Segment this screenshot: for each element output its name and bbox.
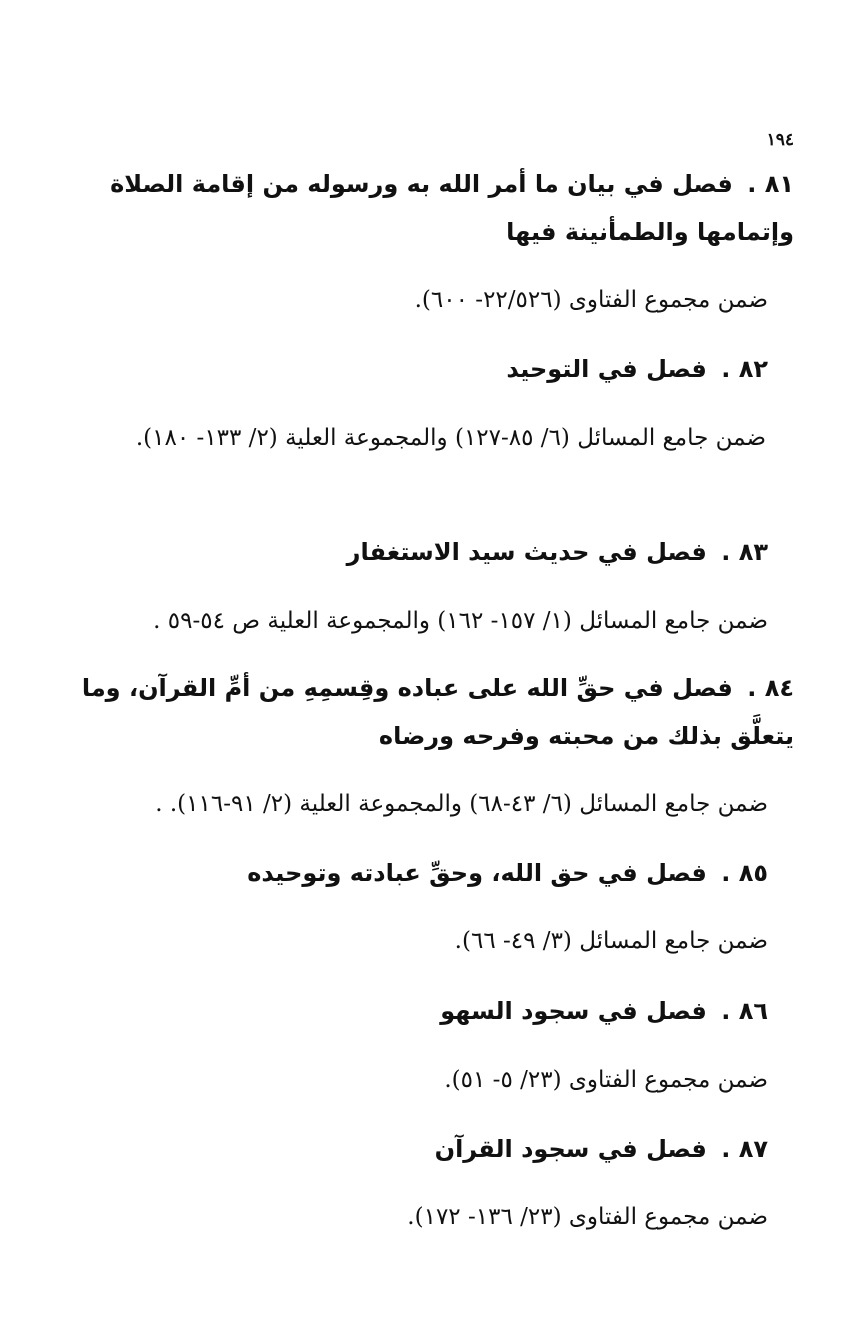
entry-87-heading (50, 1125, 768, 1173)
entry-85-heading (50, 849, 768, 897)
entry-83-heading (50, 528, 768, 576)
entry-number: ٨٦ . (721, 997, 768, 1025)
page-number: ١٩٤ (766, 130, 794, 150)
entry-title: فصل في سجود السهو (440, 997, 707, 1025)
entry-82-heading (50, 345, 768, 393)
entry-title: فصل في حديث سيد الاستغفار (346, 538, 707, 566)
entry-84-source: ضمن جامع المسائل (٦/ ٤٣-٦٨) والمجموعة العلية (٢/ ٩١-١١٦). . (155, 791, 768, 817)
entry-85-source: ضمن جامع المسائل (٣/ ٤٩- ٦٦). (454, 928, 768, 954)
entry-81-source: ضمن مجموع الفتاوى (٢٢/٥٢٦- ٦٠٠). (414, 287, 768, 313)
entry-number: ٨٤ . (747, 674, 794, 702)
entry-title: فصل في حقِّ الله على عباده وقِسمِهِ من أمِّ القرآن، وما يتعلَّق بذلك من محبته وفرحه ورضاه (81, 674, 794, 750)
entry-title: فصل في التوحيد (506, 355, 707, 383)
entry-number: ٨١ . (747, 170, 794, 198)
entry-number: ٨٥ . (721, 859, 768, 887)
entry-86-source: ضمن مجموع الفتاوى (٢٣/ ٥- ٥١). (444, 1067, 768, 1093)
entry-87-source: ضمن مجموع الفتاوى (٢٣/ ١٣٦- ١٧٢). (407, 1204, 768, 1230)
entry-number: ٨٧ . (721, 1135, 768, 1163)
entry-84-heading (50, 664, 794, 760)
entry-82-source: ضمن جامع المسائل (٦/ ٨٥-١٢٧) والمجموعة العلية (٢/ ١٣٣- ١٨٠). (135, 425, 766, 451)
entry-title: فصل في سجود القرآن (434, 1135, 707, 1163)
entry-title: فصل في بيان ما أمر الله به ورسوله من إقامة الصلاة وإتمامها والطمأنينة فيها (110, 170, 794, 246)
entry-83-source: ضمن جامع المسائل (١/ ١٥٧- ١٦٢) والمجموعة العلية ص ٥٤-٥٩ . (153, 608, 768, 634)
entry-number: ٨٢ . (721, 355, 768, 383)
entry-title: فصل في حق الله، وحقِّ عبادته وتوحيده (247, 859, 707, 887)
entry-81-heading (50, 160, 794, 256)
entry-number: ٨٣ . (721, 538, 768, 566)
entry-86-heading (50, 987, 768, 1035)
